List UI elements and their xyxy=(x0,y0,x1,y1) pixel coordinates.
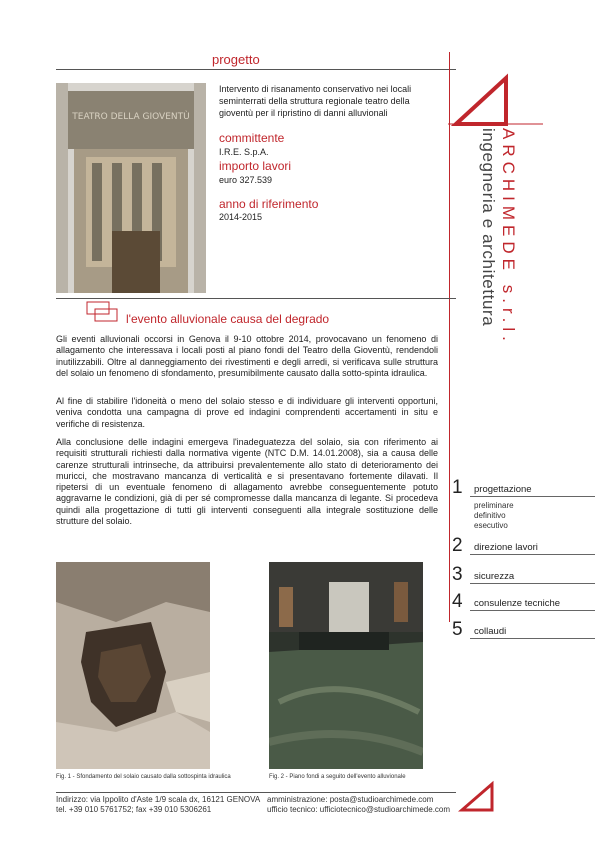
brand-name: ARCHIMEDE s.r.l. xyxy=(499,128,518,346)
building-sign-text: TEATRO DELLA GIOVENTÙ xyxy=(72,112,190,122)
committente-value: I.R.E. S.p.A. xyxy=(219,147,269,157)
footer-rule xyxy=(56,792,456,793)
figure-1-photo xyxy=(56,562,210,769)
section-marker-icon xyxy=(86,301,122,323)
paragraph-3: Alla conclusione delle indagini emergeva l'inadeguatezza del solaio, sia con riferimento ai requisiti strutturali richiesti dalla normativa vigente (NTC D.M. 14.01.2008), sia a causa delle carenze strutturali intrinseche, da attribuirsi prevalentemente allo stato di deterioramento dei muricci, che mostravano mancanza di verticalità e si presentavano fortemente dilavati. Il ripetersi di un eventuale fenomeno di allagamento avrebbe conseguentemente potuto aggravarne le condizioni, già di per sé compromesse dalla mancanza di legante. Si procedeva quindi alla progettazione di tutti gli interventi conseguenti alla integrale sostituzione delle strutture del solaio. xyxy=(56,437,438,527)
service-number: 1 xyxy=(452,477,463,498)
footer-tech: ufficio tecnico: ufficiotecnico@studioarchimede.com xyxy=(267,805,451,814)
service-sublist xyxy=(474,501,514,531)
service-number: 4 xyxy=(452,591,463,612)
header-rule xyxy=(56,69,456,70)
service-label: sicurezza xyxy=(474,571,515,582)
footer-tel: tel. +39 010 5761752; fax +39 010 5306261 xyxy=(56,805,212,814)
vertical-divider xyxy=(449,52,450,622)
importo-value: euro 327.539 xyxy=(219,175,273,185)
sub-definitivo: definitivo xyxy=(474,511,506,520)
sub-esecutivo: esecutivo xyxy=(474,521,508,530)
service-label: consulenze tecniche xyxy=(474,598,561,609)
service-number: 3 xyxy=(452,564,463,585)
brand-vertical xyxy=(470,128,520,378)
service-label: progettazione xyxy=(474,484,532,495)
building-photo-illustration xyxy=(56,83,206,293)
section-rule xyxy=(56,298,456,299)
service-label: direzione lavori xyxy=(474,542,538,553)
project-description: Intervento di risanamento conservativo nei locali seminterrati della struttura regionale teatro della gioventù per il ripristino di danni alluvionali xyxy=(219,84,412,118)
footer-logo-icon xyxy=(456,778,516,818)
paragraph-2: Al fine di stabilire l'idoneità o meno del solaio stesso e di individuare gli interventi opportuni, veniva condotta una campagna di prove ed indagini comprendenti accertamenti in situ e verifiche di resistenza. xyxy=(56,396,438,429)
committente-label: committente xyxy=(219,131,285,145)
service-label: collaudi xyxy=(474,626,507,637)
section-heading: l'evento alluvionale causa del degrado xyxy=(126,312,330,326)
archimede-logo-icon xyxy=(448,72,543,132)
figure-2-caption: Fig. 2 - Piano fondi a seguito dell'evento alluvionale xyxy=(269,774,406,780)
footer-admin: amministrazione: posta@studioarchimede.com xyxy=(267,795,434,804)
figure-2-photo xyxy=(269,562,423,769)
anno-value: 2014-2015 xyxy=(219,212,263,222)
paragraph-1: Gli eventi alluvionali occorsi in Genova il 9-10 ottobre 2014, provocavano un fenomeno di allagamento che interessava i locali posti al piano fondi del Teatro della Gioventù, rendendoli inutilizzabili. Oltre al danneggiamento dei rivestimenti e degli arredi, si verificava sulle struttura del solaio un fenomeno di sfondamento, presumibilmente causato dalla sotto-spinta idraulica. xyxy=(56,334,438,378)
footer-address: Indirizzo: via Ippolito d'Aste 1/9 scala dx, 16121 GENOVA xyxy=(56,795,261,804)
brand-tagline: ingegneria e architettura xyxy=(479,128,498,327)
service-number: 2 xyxy=(452,535,463,556)
figure-1-caption: Fig. 1 - Sfondamento del solaio causato dalla sottospinta idraulica xyxy=(56,774,231,780)
importo-label: importo lavori xyxy=(219,159,292,173)
page-title: progetto xyxy=(212,52,260,67)
service-number: 5 xyxy=(452,619,463,640)
sub-preliminare: preliminare xyxy=(474,501,514,510)
anno-label: anno di riferimento xyxy=(219,197,319,211)
building-photo xyxy=(56,83,206,293)
